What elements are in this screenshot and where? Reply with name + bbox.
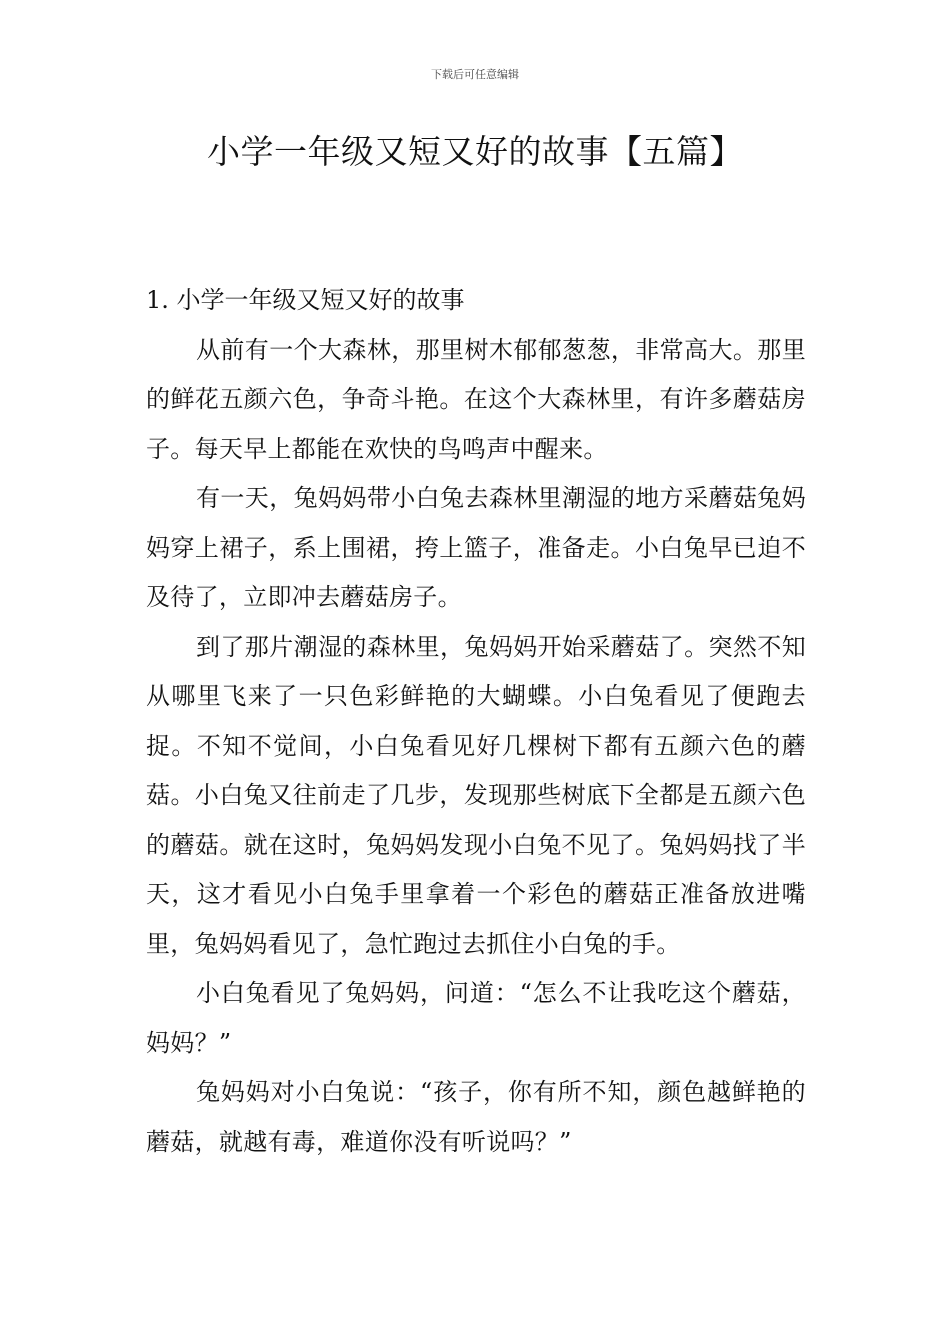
paragraph: 从前有一个大森林，那里树木郁郁葱葱，非常高大。那里的鲜花五颜六色，争奇斗艳。在这个大森林里，有许多蘑菇房子。每天早上都能在欢快的鸟鸣声中醒来。 — [146, 335, 806, 463]
paragraph: 小白兔看见了兔妈妈，问道：“怎么不让我吃这个蘑菇，妈妈？” — [146, 979, 806, 1057]
document-title: 小学一年级又短又好的故事【五篇】 — [207, 132, 743, 171]
paragraph: 兔妈妈对小白兔说：“孩子，你有所不知，颜色越鲜艳的蘑菇，就越有毒，难道你没有听说吗？” — [146, 1078, 806, 1156]
paragraph: 到了那片潮湿的森林里，兔妈妈开始采蘑菇了。突然不知从哪里飞来了一只色彩鲜艳的大蝴蝶。小白兔看见了便跑去捉。不知不觉间，小白兔看见好几棵树下都有五颜六色的蘑菇。小白兔又往前走了几步，发现那些树底下全都是五颜六色的蘑菇。就在这时，兔妈妈发现小白兔不见了。兔妈妈找了半天，这才看见小白兔手里拿着一个彩色的蘑菇正准备放进嘴里，兔妈妈看见了，急忙跑过去抓住小白兔的手。 — [146, 632, 806, 958]
section-heading: 1. 小学一年级又短又好的故事 — [146, 286, 465, 314]
document-body — [146, 276, 806, 1167]
header-note: 下载后可任意编辑 — [431, 68, 519, 81]
paragraph: 有一天，兔妈妈带小白兔去森林里潮湿的地方采蘑菇兔妈妈穿上裙子，系上围裙，挎上篮子，准备走。小白兔早已迫不及待了，立即冲去蘑菇房子。 — [146, 484, 806, 611]
